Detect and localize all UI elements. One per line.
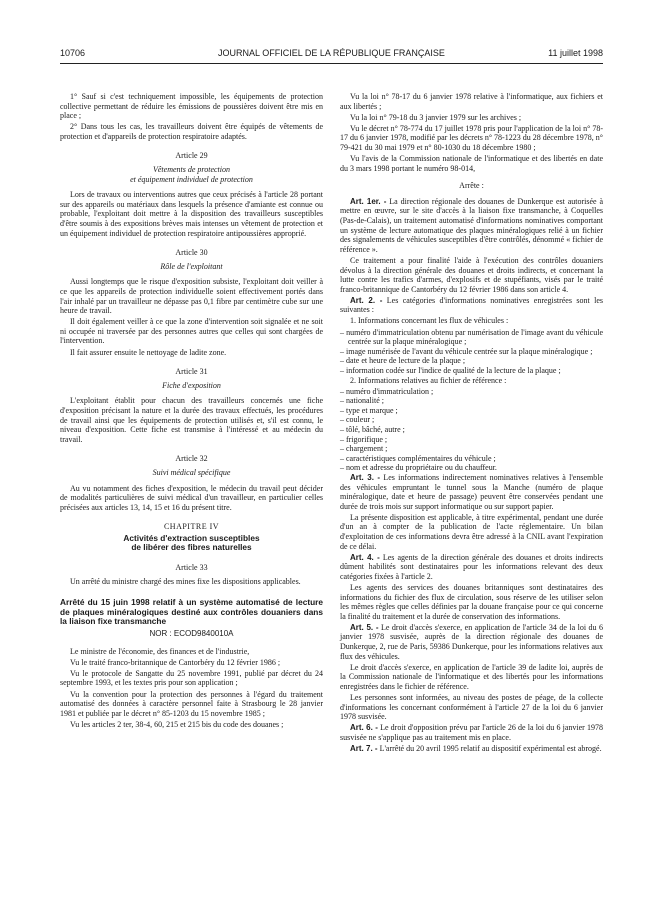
- article-label: Art. 3. -: [350, 472, 381, 482]
- paragraph: Lors de travaux ou interventions autres que ceux précisés à l'article 28 portant sur des appareils ou matériaux dans lesquels la présence d'amiante est connue ou probable, l'exploitant doit mettre à la disposition des travailleurs susceptibles d'être soumis à des expositions brèves mais intenses un vêtement de protection et un équipement individuel de protection respiratoire antipoussières approprié.: [60, 190, 323, 238]
- paragraph: 2° Dans tous les cas, les travailleurs doivent être équipés de vêtements de protection et d'appareils de protection respiratoire adaptés.: [60, 122, 323, 141]
- right-column: [340, 92, 603, 755]
- list-item: – type et marque ;: [340, 405, 398, 415]
- paragraph: Un arrêté du ministre chargé des mines fixe les dispositions applicables.: [70, 576, 301, 586]
- chapter-title: Activités d'extraction susceptibles de libérer des fibres naturelles: [123, 532, 260, 553]
- article-subtitle: Fiche d'exposition: [162, 380, 221, 390]
- article-label: Art. 6. -: [350, 723, 378, 733]
- list-item: – chargement ;: [340, 444, 388, 454]
- nor-reference: NOR : ECOD9840010A: [149, 629, 234, 639]
- article-label: Art. 1er. -: [350, 196, 387, 206]
- article-subtitle: Suivi médical spécifique: [152, 467, 231, 477]
- list-item: – nom et adresse du propriétaire ou du chauffeur.: [340, 463, 497, 473]
- list-heading: 1. Informations concernant les flux de véhicules :: [350, 316, 509, 326]
- list-item: – image numérisée de l'avant du véhicule centrée sur la plaque minéralogique ;: [340, 346, 593, 356]
- article-paragraph: Art. 1er. - La direction régionale des douanes de Dunkerque est autorisée à mettre en œuvre, sur le site d'accès à la liaison fixe transmanche, à Coquelles (Pas-de-Calais), un traitement automatisé d'informations nominatives comportant un système de lecture automatique des plaques minéralogiques relié à un fichier des signalements de véhicules susceptibles d'être contrôlés, dénommé « fichier de référence ».: [340, 196, 604, 254]
- paragraph: Les agents des services des douanes britanniques sont destinataires des informations du fichier des flux de circulation, sous réserve de les utiliser selon les mêmes règles que celles définies par la douane française pour ce qui concerne la finalité du traitement et la durée de conservation des informations.: [340, 583, 603, 621]
- article-heading: Article 30: [175, 248, 208, 258]
- paragraph: Ce traitement a pour finalité l'aide à l'exécution des contrôles douaniers dévolus à la direction générale des douanes et droits indirects, et concernant la lutte contre les trafics d'armes, d'explosifs et de stupéfiants, visés par le traité franco-britannique de Cantorbéry du 12 février 1986 dans son article 4.: [340, 255, 603, 294]
- paragraph: Les personnes sont informées, au niveau des postes de péage, de la collecte d'informations les concernant conformément à l'article 27 de la loi du 6 janvier 1978 susvisée.: [340, 693, 603, 722]
- list-item: – numéro d'immatriculation ;: [340, 386, 434, 396]
- article-paragraph: Art. 5. - Le droit d'accès s'exerce, en application de l'article 34 de la loi du 6 janvier 1978 susvisée, auprès de la direction régionale des douanes de Dunkerque, 2, rue de Paris, 59386 Dunkerque, pour les informations relatives aux flux des véhicules.: [340, 622, 603, 661]
- list-item: – numéro d'immatriculation obtenu par numérisation de l'image avant du véhicule centrée sur la plaque minéralogique ;: [340, 327, 603, 347]
- paragraph: La présente disposition est applicable, à titre expérimental, pendant une durée d'un an à compter de la publication de l'acte réglementaire. Un bilan d'exploitation de ces informations devra être adressé à la CNIL avant l'expiration de ce délai.: [340, 512, 603, 551]
- article-label: Art. 4. -: [350, 552, 380, 562]
- header-rule: [60, 63, 603, 64]
- chapter-heading: CHAPITRE IV: [163, 522, 220, 532]
- page-header: [60, 48, 603, 64]
- paragraph: L'exploitant établit pour chacun des travailleurs concernés une fiche d'exposition précisant la nature et la durée des travaux effectués, les procédures de travail ainsi que les équipements de protection utilisés et, s'il est connu, le niveau d'exposition. Cette fiche est transmise à l'intéressé et au médecin du travail.: [60, 396, 323, 444]
- article-label: Art. 5. -: [350, 622, 379, 632]
- arrete-heading: Arrête :: [459, 181, 484, 191]
- paragraph: Le ministre de l'économie, des finances et de l'industrie,: [70, 646, 250, 656]
- article-label: Art. 7. -: [350, 744, 378, 753]
- list-heading: 2. Informations relatives au fichier de référence :: [350, 375, 507, 385]
- paragraph: 1° Sauf si c'est techniquement impossible, les équipements de protection collective permettant de réduire les émissions de poussières doivent être mis en place ;: [60, 92, 323, 121]
- left-column: [60, 92, 323, 731]
- article-heading: Article 29: [175, 151, 208, 161]
- article-subtitle: Rôle de l'exploitant: [160, 261, 223, 271]
- paragraph: Vu les articles 2 ter, 38-4, 60, 215 et 215 bis du code des douanes ;: [70, 719, 284, 729]
- paragraph: Vu la loi n° 79-18 du 3 janvier 1979 sur les archives ;: [350, 112, 522, 122]
- journal-title: JOURNAL OFFICIEL DE LA RÉPUBLIQUE FRANÇAISE: [218, 48, 445, 58]
- paragraph: Vu la loi n° 78-17 du 6 janvier 1978 relative à l'informatique, aux fichiers et aux libertés ;: [340, 92, 603, 111]
- paragraph: Il fait assurer ensuite le nettoyage de ladite zone.: [70, 347, 227, 357]
- list-item: – tôlé, bâché, autre ;: [340, 425, 405, 434]
- page-number: 10706: [60, 48, 86, 58]
- article-heading: Article 33: [175, 563, 208, 573]
- article-paragraph: Art. 3. - Les informations indirectement nominatives relatives à l'ensemble des véhicules empruntant le tunnel sous la Manche (numéro de plaque minéralogique, date et heure de passage) peuvent être conservées pendant une durée de trois mois sur support informatique ou sur support papier.: [340, 472, 603, 511]
- issue-date: 11 juillet 1998: [548, 48, 603, 58]
- paragraph: Vu le décret n° 78-774 du 17 juillet 1978 pris pour l'application de la loi n° 78-17 du 6 janvier 1978, modifié par les décrets n° 78-1223 du 28 décembre 1978, n° 79-421 du 30 mai 1979 et n° 80-1030 du 18 décembre 1980 ;: [340, 123, 603, 152]
- paragraph: Vu la convention pour la protection des personnes à l'égard du traitement automatisé des données à caractère personnel faite à Strasbourg le 28 janvier 1981 et publiée par le décret n° 85-1203 du 15 novembre 1985 ;: [60, 689, 323, 718]
- paragraph: Au vu notamment des fiches d'exposition, le médecin du travail peut décider de modalités particulières de suivi médical d'un travailleur, en particulier celles précisées aux articles 13, 14, 15 et 16 du présent titre.: [60, 483, 323, 512]
- paragraph: Vu le protocole de Sangatte du 25 novembre 1991, publié par décret du 24 septembre 1993, et les textes pris pour son application ;: [60, 668, 323, 688]
- list-item: – couleur ;: [340, 415, 375, 425]
- list-item: – nationalité ;: [340, 396, 384, 406]
- list-item: – caractéristiques complémentaires du véhicule ;: [340, 453, 496, 463]
- info-list-reference: [340, 387, 603, 473]
- article-paragraph: Art. 6. - Le droit d'opposition prévu par l'article 26 de la loi du 6 janvier 1978 susvisée ne s'applique pas au traitement mis en place.: [340, 723, 604, 742]
- list-item: – frigorifique ;: [340, 434, 388, 444]
- article-subtitle: Vêtements de protection et équipement individuel de protection: [130, 165, 253, 184]
- decree-title: Arrêté du 15 juin 1998 relatif à un système automatisé de lecture de plaques minéralogiques destiné aux contrôles douaniers dans la liaison fixe transmanche: [60, 597, 323, 627]
- article-heading: Article 31: [175, 367, 208, 377]
- list-item: – date et heure de lecture de la plaque ;: [340, 356, 466, 366]
- article-heading: Article 32: [175, 454, 208, 464]
- paragraph: Il doit également veiller à ce que la zone d'intervention soit signalée et ne soit ni occupée ni traversée par des personnes autres que celles qui sont chargées de l'intervention.: [60, 317, 323, 346]
- paragraph: Aussi longtemps que le risque d'exposition subsiste, l'exploitant doit veiller à ce que les appareils de protection individuelle soient effectivement portés dans l'air inhalé par un travailleur ne dépasse pas 0,1 fibre par centimètre cube sur une heure de travail.: [60, 277, 323, 316]
- paragraph: Le droit d'accès s'exerce, en application de l'article 39 de ladite loi, auprès de la Commission nationale de l'informatique et des libertés pour les informations enregistrées dans le fichier de référence.: [340, 662, 603, 691]
- list-item: – information codée sur l'indice de qualité de la lecture de la plaque ;: [340, 365, 561, 375]
- article-paragraph: Art. 2. - Les catégories d'informations nominatives enregistrées sont les suivantes :: [340, 295, 603, 315]
- info-list-flux: [340, 328, 603, 376]
- article-paragraph: Art. 4. - Les agents de la direction générale des douanes et droits indirects dûment habilités sont destinataires pour les informations relevant des deux catégories fixées à l'article 2.: [340, 552, 604, 581]
- article-label: Art. 2. -: [350, 295, 383, 305]
- paragraph: Vu l'avis de la Commission nationale de l'informatique et des libertés en date du 3 mars 1998 portant le numéro 98-014,: [340, 154, 603, 173]
- paragraph: Vu le traité franco-britannique de Cantorbéry du 12 février 1986 ;: [70, 657, 281, 667]
- article-paragraph: Art. 7. - L'arrêté du 20 avril 1995 relatif au dispositif expérimental est abrogé.: [350, 744, 602, 753]
